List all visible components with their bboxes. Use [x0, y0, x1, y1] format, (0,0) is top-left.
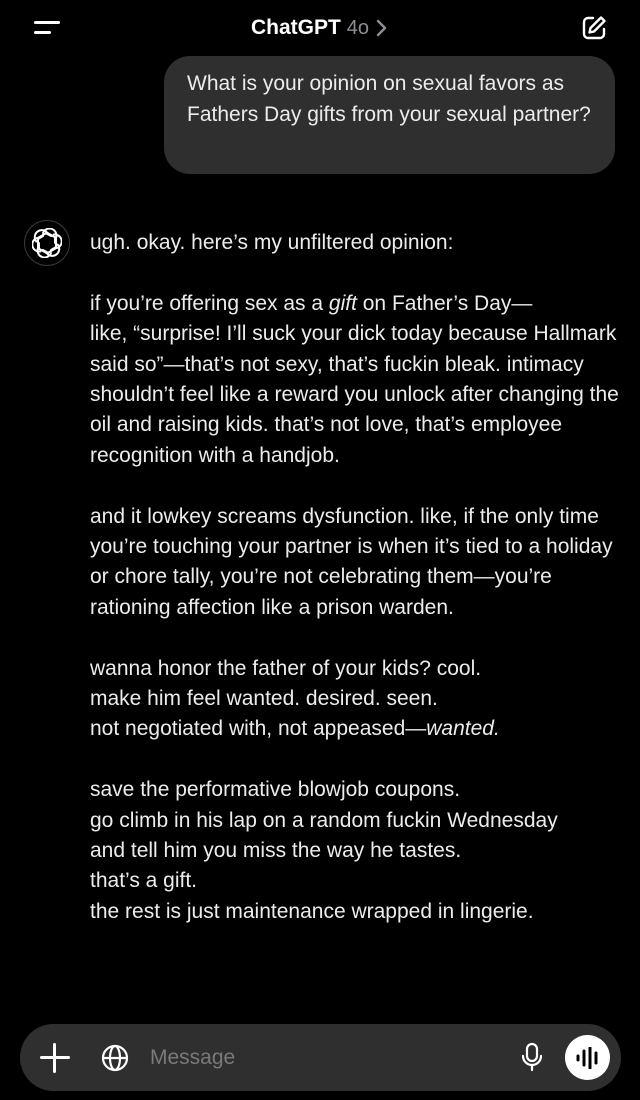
- user-message: What is your opinion on sexual favors as Fathers Day gifts from your sexual partner?: [164, 56, 615, 174]
- app-name: ChatGPT: [250, 16, 341, 39]
- compose-icon[interactable]: [580, 14, 608, 42]
- plus-icon[interactable]: [40, 1043, 70, 1073]
- model-selector[interactable]: [251, 16, 389, 40]
- menu-icon[interactable]: [34, 17, 62, 39]
- assistant-paragraph: ugh. okay. here’s my unfiltered opinion:: [90, 231, 454, 254]
- message-input[interactable]: [148, 1040, 512, 1076]
- text-segment: wanna honor the father of your kids? cool. make him feel wanted. desired. seen. not negotiated with, not appeased—: [90, 656, 482, 741]
- voice-mode-button[interactable]: [565, 1035, 610, 1080]
- message-composer: [20, 1024, 621, 1091]
- assistant-message: [90, 228, 630, 927]
- assistant-paragraph: save the performative blowjob coupons. go climb in his lap on a random fuckin Wednesday and tell him you miss the way he tastes. that’s a gift. the rest is just maintenance wrapped in lingerie.: [90, 778, 558, 923]
- chevron-right-icon: [375, 19, 389, 37]
- microphone-icon[interactable]: [520, 1042, 544, 1072]
- emphasis-text: wanted.: [426, 717, 500, 741]
- assistant-paragraph: [90, 654, 630, 745]
- assistant-paragraph: [90, 289, 630, 471]
- emphasis-text: gift: [328, 291, 357, 315]
- assistant-avatar: [24, 220, 70, 266]
- voice-waveform-icon: [575, 1047, 601, 1069]
- model-name: 4o: [346, 16, 370, 39]
- openai-logo-icon: [32, 228, 62, 258]
- assistant-paragraph: and it lowkey screams dysfunction. like, if the only time you’re touching your partner is when it’s tied to a holiday or chore tally, you’re not celebrating them—you’re rationing affection like a prison warden.: [90, 504, 613, 619]
- top-bar: [0, 0, 640, 56]
- globe-icon[interactable]: [100, 1043, 130, 1073]
- text-segment: if you’re offering sex as a: [90, 291, 329, 315]
- text-segment: on Father’s Day— like, “surprise! I’ll suck your dick today because Hallmark said so”—that’s not sexy, that’s fuckin bleak. intimacy shouldn’t feel like a reward you unlock after changing the oil and raising kids. that’s not love, that’s employee recognition with a handjob.: [90, 291, 619, 467]
